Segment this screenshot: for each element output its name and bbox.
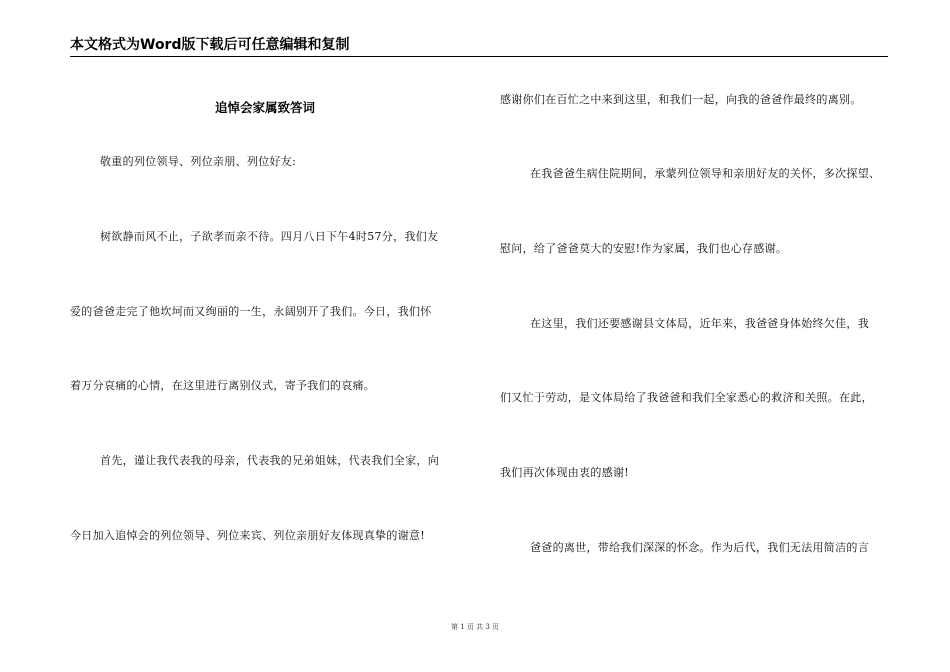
document-title: 追悼会家属致答词 [214,100,315,115]
paragraph-line: 首先，谨让我代表我的母亲，代表我的兄弟姐妹，代表我们全家，向 [100,454,439,467]
paragraph-line: 感谢你们在百忙之中来到这里，和我们一起，向我的爸爸作最终的离别。 [500,93,862,106]
paragraph-line: 慰问，给了爸爸莫大的安慰!作为家属，我们也心存感谢。 [500,242,788,255]
paragraph-line: 爱的爸爸走完了他坎坷而又绚丽的一生，永阔别开了我们。今日，我们怀 [70,305,432,318]
paragraph-line: 今日加入追悼会的列位领导、列位来宾、列位亲朋好友体现真挚的谢意! [70,529,426,542]
paragraph-line: 在这里，我们还要感谢县文体局，近年来，我爸爸身体始终欠佳，我 [530,317,869,330]
paragraph-line: 爸爸的离世，带给我们深深的怀念。作为后代，我们无法用简洁的言 [530,541,869,554]
paragraph-line: 们又忙于劳动，是文体局给了我爸爸和我们全家悉心的救济和关照。在此， [500,391,873,404]
header-text: 本文格式为Word版下载后可任意编辑和复制 [70,37,350,53]
page-number: 第 1 页 共 3 页 [450,623,500,631]
salutation-line: 敬重的列位领导、列位亲朋、列位好友: [100,155,297,168]
paragraph-line: 我们再次体现由衷的感谢! [500,466,630,479]
paragraph-line: 在我爸爸生病住院期间，承蒙列位领导和亲朋好友的关怀，多次探望、 [530,167,881,180]
document-header [70,34,888,57]
paragraph-line: 着万分哀痛的心情，在这里进行离别仪式，寄予我们的哀痛。 [70,379,376,392]
right-column [500,60,890,620]
left-column [70,60,460,620]
paragraph-line: 树欲静而风不止，子欲孝而亲不待。四月八日下午4时57分，我们友 [100,230,439,243]
